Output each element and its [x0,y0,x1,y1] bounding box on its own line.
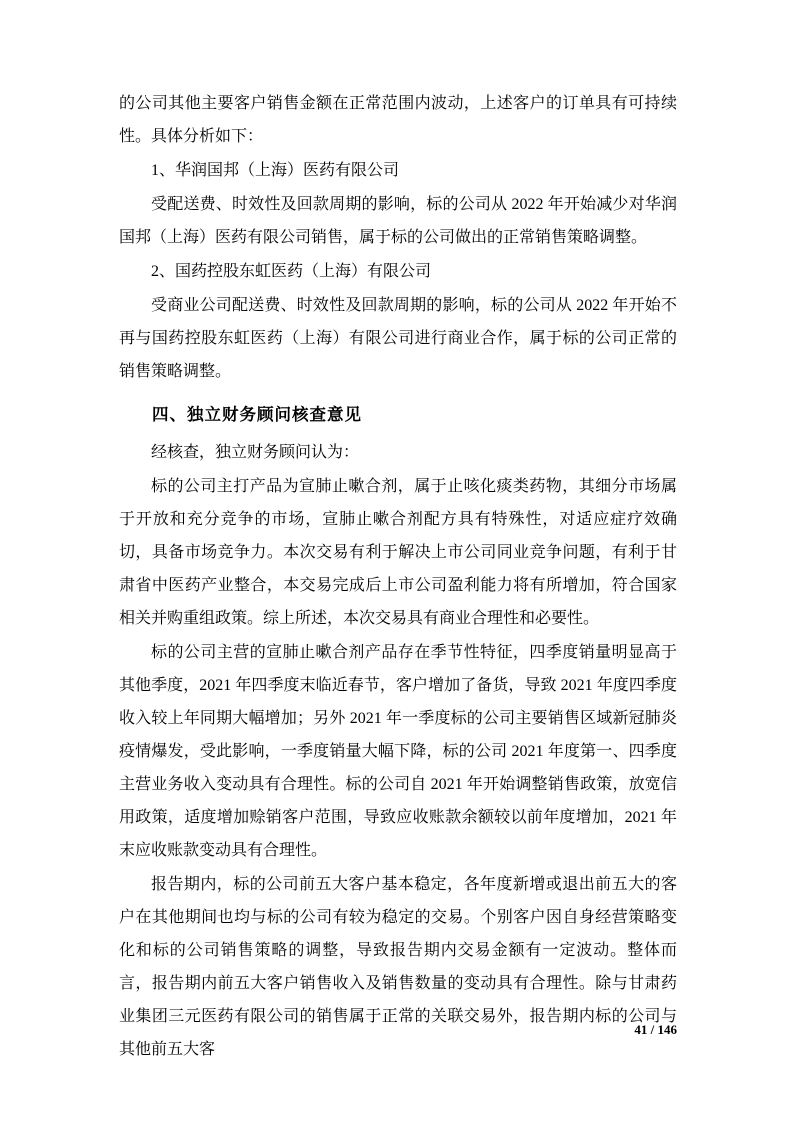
section-heading: 四、独立财务顾问核查意见 [152,406,362,424]
opinion-paragraph-3: 报告期内，标的公司前五大客户基本稳定，各年度新增或退出前五大的客户在其他期间也均与标的公司有较为稳定的交易。个别客户因自身经营策略变化和标的公司销售策略的调整，导致报告期内交易金额有一定波动。整体而言，报告期内前五大客户销售收入及销售数量的变动具有合理性。除与甘肃药业集团三元医药有限公司的销售属于正常的关联交易外，报告期内标的公司与其他前五大客 [119,876,677,1058]
opinion-intro-paragraph: 经核查，独立财务顾问认为： [151,444,360,461]
document-body [119,86,677,1067]
list-item-2-body: 受商业公司配送费、时效性及回款周期的影响，标的公司从 2022 年开始不再与国药控股东虹医药（上海）有限公司进行商业合作，属于标的公司正常的销售策略调整。 [119,297,677,380]
page-number: 41 / 146 [634,1022,677,1037]
opinion-paragraph-2: 标的公司主营的宣肺止嗽合剂产品存在季节性特征，四季度销量明显高于其他季度，2021 年四季度末临近春节，客户增加了备货，导致 2021 年度四季度收入较上年同期大幅增加；另外 2021 年一季度标的公司主要销售区域新冠肺炎疫情爆发，受此影响，一季度销量大幅下降，标的公司 2021 年度第一、四季度主营业务收入变动具有合理性。标的公司自 2021 年开始调整销售政策，放宽信用政策，适度增加赊销客户范围，导致应收账款余额较以前年度增加，2021 年末应收账款变动具有合理性。 [119,644,677,859]
list-item-2-title: 2、国药控股东虹医药（上海）有限公司 [151,263,432,280]
list-item-1-title: 1、华润国邦（上海）医药有限公司 [151,162,400,179]
opinion-paragraph-1: 标的公司主打产品为宣肺止嗽合剂，属于止咳化痰类药物，其细分市场属于开放和充分竞争的市场，宣肺止嗽合剂配方具有特殊性，对适应症疗效确切，具备市场竞争力。本次交易有利于解决上市公司同业竞争问题，有利于甘肃省中医药产业整合，本交易完成后上市公司盈利能力将有所增加，符合国家相关并购重组政策。综上所述，本次交易具有商业合理性和必要性。 [119,478,677,627]
body-paragraph-continuation: 的公司其他主要客户销售金额在正常范围内波动，上述客户的订单具有可持续性。具体分析如下： [119,95,677,145]
list-item-1-body: 受配送费、时效性及回款周期的影响，标的公司从 2022 年开始减少对华润国邦（上海）医药有限公司销售，属于标的公司做出的正常销售策略调整。 [119,196,677,246]
